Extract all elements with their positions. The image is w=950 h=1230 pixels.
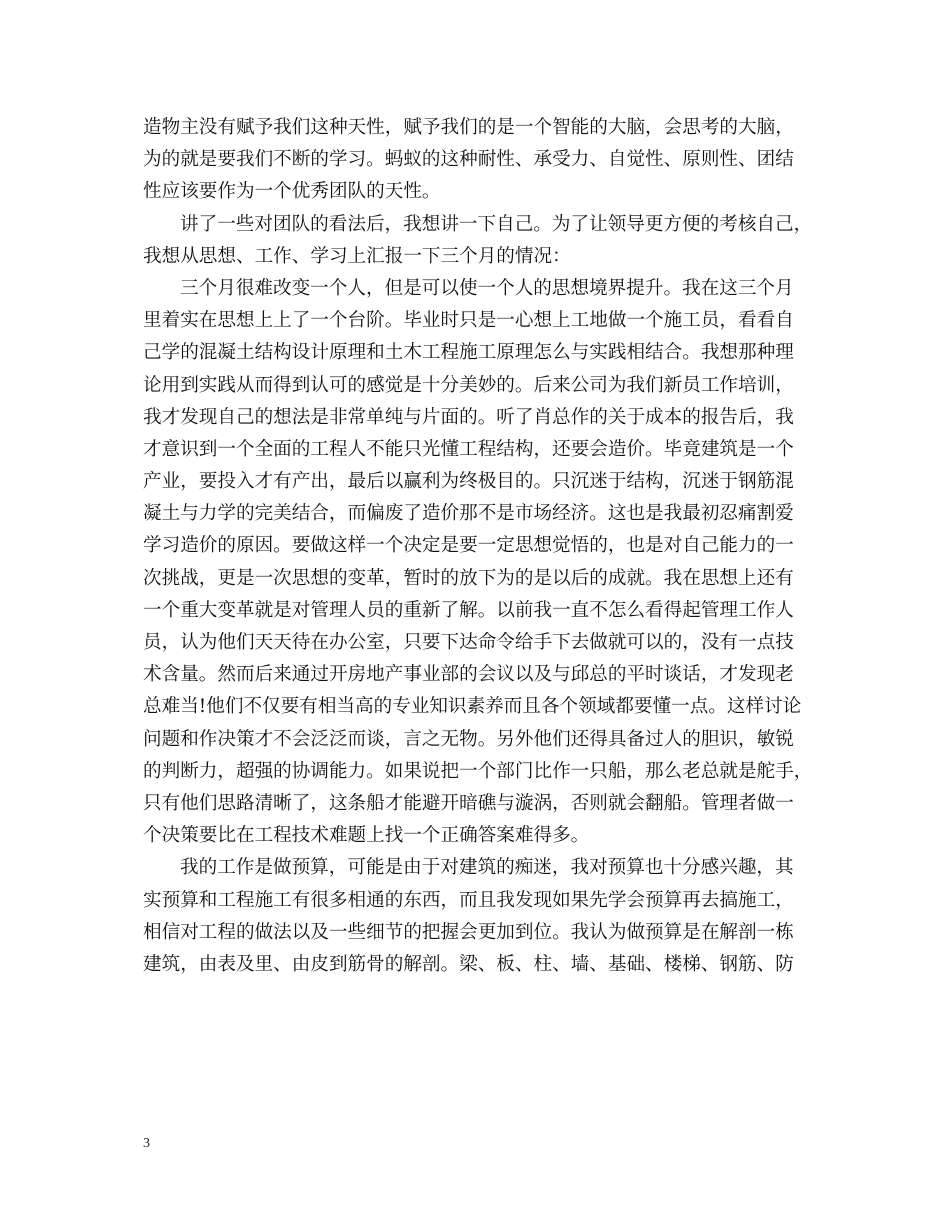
text-line: 己学的混凝土结构设计原理和土木工程施工原理怎么与实践相结合。我想那种理 xyxy=(143,342,794,364)
text-line: 我想从思想、工作、学习上汇报一下三个月的情况： xyxy=(143,245,571,267)
body-text xyxy=(143,112,813,981)
text-line: 一个重大变革就是对管理人员的重新了解。以前我一直不怎么看得起管理工作人 xyxy=(143,599,794,621)
text-line: 才意识到一个全面的工程人不能只光懂工程结构，还要会造价。毕竟建筑是一个 xyxy=(143,438,794,460)
text-line: 员，认为他们天天待在办公室，只要下达命令给手下去做就可以的，没有一点技 xyxy=(143,632,794,653)
text-line: 相信对工程的做法以及一些细节的把握会更加到位。我认为做预算是在解剖一栋 xyxy=(143,921,794,943)
text-line: 里着实在思想上上了一个台阶。毕业时只是一心想上工地做一个施工员，看看自 xyxy=(143,310,794,332)
text-line: 学习造价的原因。要做这样一个决定是要一定思想觉悟的，也是对自己能力的一 xyxy=(143,535,794,557)
text-line: 问题和作决策才不会泛泛而谈，言之无物。另外他们还得具备过人的胆识，敏锐 xyxy=(143,728,794,750)
text-line: 的判断力，超强的协调能力。如果说把一个部门比作一只船，那么老总就是舵手， xyxy=(143,760,813,782)
text-line: 为的就是要我们不断的学习。蚂蚁的这种耐性、承受力、自觉性、原则性、团结 xyxy=(143,149,794,171)
text-line: 个决策要比在工程技术难题上找一个正确答案难得多。 xyxy=(143,825,590,847)
text-line: 次挑战，更是一次思想的变革，暂时的放下为的是以后的成就。我在思想上还有 xyxy=(143,567,794,589)
text-line: 讲了一些对团队的看法后，我想讲一下自己。为了让领导更方便的考核自己， xyxy=(180,213,813,235)
text-line: 我的工作是做预算，可能是由于对建筑的痴迷，我对预算也十分感兴趣，其 xyxy=(180,857,794,879)
page-number: 3 xyxy=(143,1136,150,1151)
text-line: 建筑，由表及里、由皮到筋骨的解剖。梁、板、柱、墙、基础、楼梯、钢筋、防 xyxy=(143,953,794,975)
text-line: 总难当!他们不仅要有相当高的专业知识素养而且各个领域都要懂一点。这样讨论 xyxy=(143,696,802,718)
text-line: 实预算和工程施工有很多相通的东西，而且我发现如果先学会预算再去搞施工， xyxy=(143,889,794,911)
text-line: 我才发现自己的想法是非常单纯与片面的。听了肖总作的关于成本的报告后，我 xyxy=(143,406,794,428)
text-line: 论用到实践从而得到认可的感觉是十分美妙的。后来公司为我们新员工作培训， xyxy=(143,374,794,396)
text-line: 产业，要投入才有产出，最后以赢利为终极目的。只沉迷于结构，沉迷于钢筋混 xyxy=(143,471,794,493)
text-line: 造物主没有赋予我们这种天性，赋予我们的是一个智能的大脑，会思考的大脑， xyxy=(143,117,794,138)
text-line: 性应该要作为一个优秀团队的天性。 xyxy=(143,181,441,203)
text-line: 三个月很难改变一个人，但是可以使一个人的思想境界提升。我在这三个月 xyxy=(180,277,794,299)
text-line: 只有他们思路清晰了，这条船才能避开暗礁与漩涡，否则就会翻船。管理者做一 xyxy=(143,792,794,814)
text-line: 凝土与力学的完美结合，而偏废了造价那不是市场经济。这也是我最初忍痛割爱 xyxy=(143,503,794,525)
text-line: 术含量。然而后来通过开房地产事业部的会议以及与邱总的平时谈话，才发现老 xyxy=(143,664,794,686)
